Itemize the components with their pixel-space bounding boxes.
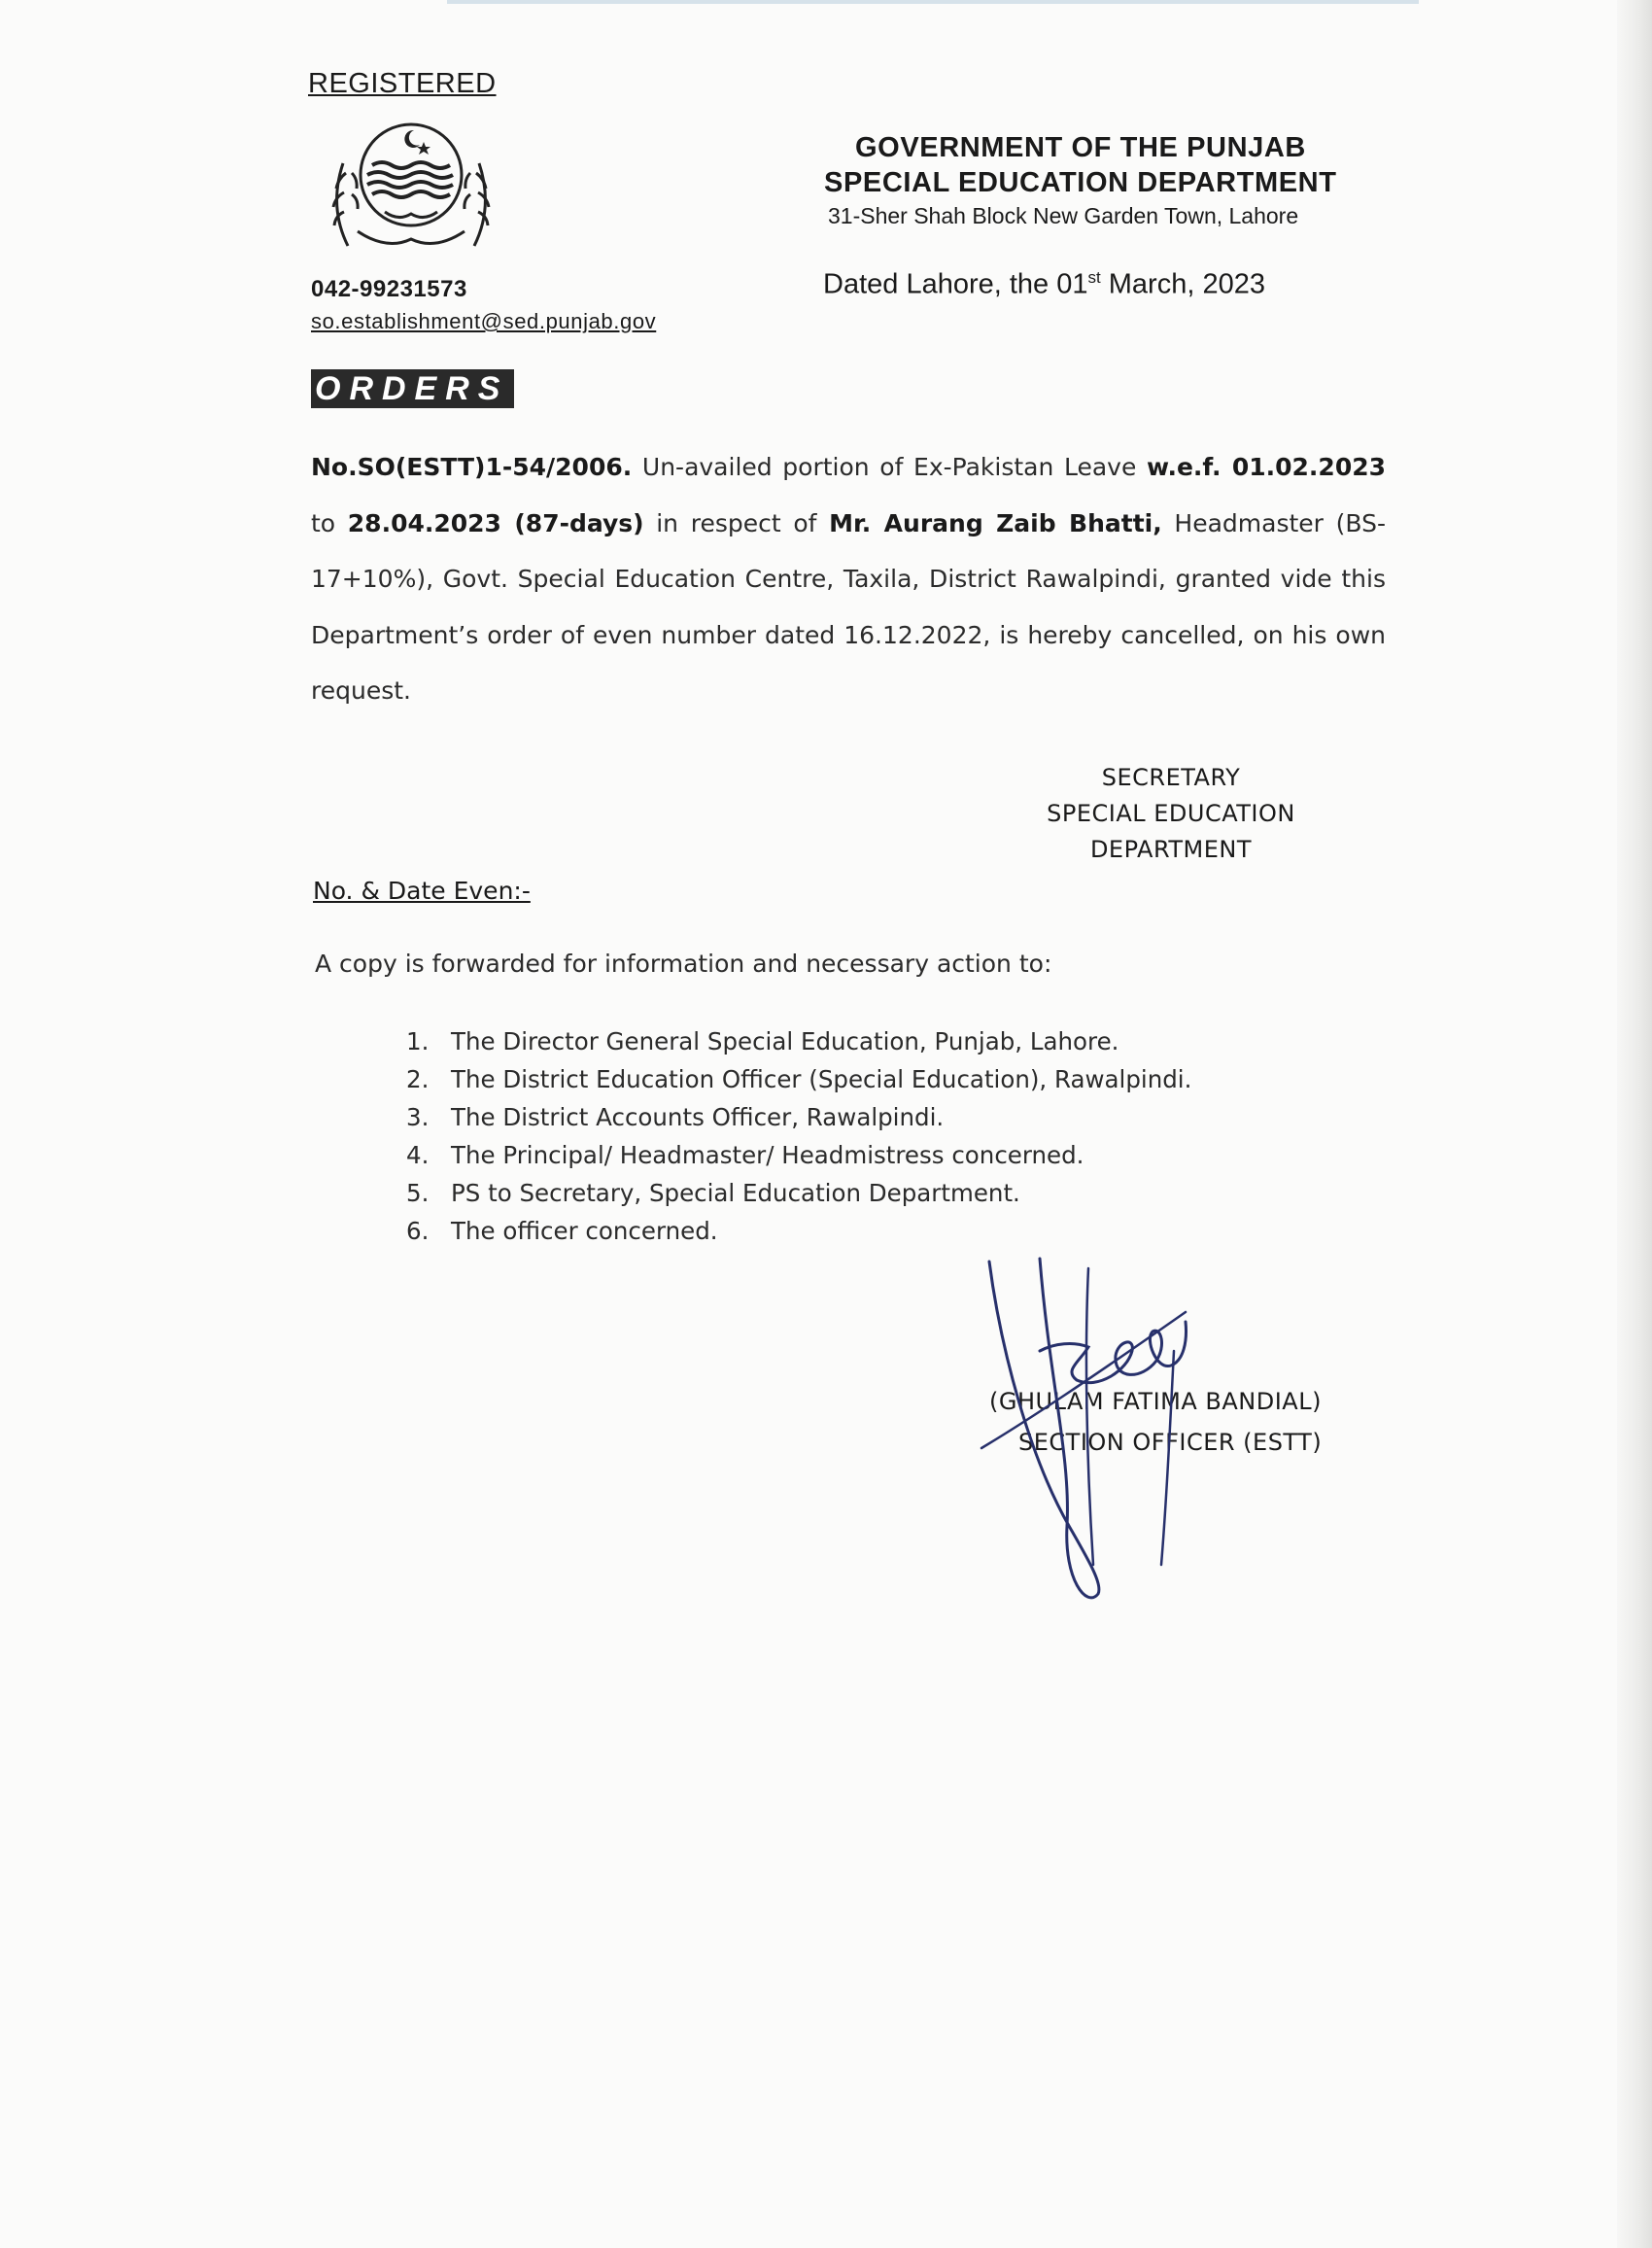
no-date-even: No. & Date Even:- xyxy=(313,877,531,905)
list-item-number: 2. xyxy=(406,1065,430,1093)
department-address: 31-Sher Shah Block New Garden Town, Lahore xyxy=(828,203,1299,228)
list-item-number: 6. xyxy=(406,1217,430,1245)
scan-page-edge xyxy=(1617,0,1652,2248)
list-item-number: 5. xyxy=(406,1179,430,1207)
dated-ordinal: st xyxy=(1087,268,1101,287)
list-item-number: 4. xyxy=(406,1141,430,1169)
order-paragraph xyxy=(311,439,1386,719)
order-person-name: Mr. Aurang Zaib Bhatti, xyxy=(829,508,1162,537)
signoff-line-2: SPECIAL EDUCATION xyxy=(1047,800,1295,827)
order-text-2: to xyxy=(311,508,348,537)
list-item-text: The Principal/ Headmaster/ Headmistress concerned. xyxy=(451,1141,1084,1169)
order-text-3: in respect of xyxy=(643,508,830,537)
email-address: so.establishment@sed.punjab.gov xyxy=(311,309,657,333)
list-item xyxy=(406,1174,1191,1212)
list-item-text: The Director General Special Education, Punjab, Lahore. xyxy=(451,1027,1119,1055)
phone-number: 042-99231573 xyxy=(311,276,467,302)
department-title: SPECIAL EDUCATION DEPARTMENT xyxy=(824,167,1337,198)
distribution-list xyxy=(406,1022,1191,1250)
officer-name: (GHULAM FATIMA BANDIAL) xyxy=(989,1388,1322,1415)
order-text-4: Headmaster (BS-17+10%), Govt. Special Education Centre, Taxila, District Rawalpindi, granted vide this Department’s order of even number dated 16.12.2022, is hereby cancelled, on his own request. xyxy=(311,508,1386,705)
signoff-line-1: SECRETARY xyxy=(1101,764,1241,791)
dated-prefix: Dated Lahore, the 01 xyxy=(823,268,1088,300)
order-number: No.SO(ESTT)1-54/2006. xyxy=(311,453,633,481)
list-item xyxy=(406,1022,1191,1060)
signoff-line-3: DEPARTMENT xyxy=(1089,836,1253,863)
punjab-government-emblem-icon xyxy=(319,115,503,251)
order-wef-date: w.e.f. 01.02.2023 xyxy=(1146,453,1386,481)
list-item-text: The District Accounts Officer, Rawalpindi. xyxy=(451,1103,945,1131)
list-item-number: 3. xyxy=(406,1103,430,1131)
copy-forward-line: A copy is forwarded for information and necessary action to: xyxy=(315,950,1052,978)
scan-top-edge xyxy=(447,0,1419,4)
dated-line xyxy=(823,268,1265,301)
list-item-text: The District Education Officer (Special Education), Rawalpindi. xyxy=(451,1065,1192,1093)
list-item xyxy=(406,1136,1191,1174)
officer-title: SECTION OFFICER (ESTT) xyxy=(1018,1429,1323,1456)
dated-suffix: March, 2023 xyxy=(1100,268,1265,300)
order-end-date: 28.04.2023 (87-days) xyxy=(347,508,644,537)
handwritten-signature-icon xyxy=(962,1234,1215,1613)
registered-label: REGISTERED xyxy=(308,68,497,99)
list-item-number: 1. xyxy=(406,1027,430,1055)
order-text-1: Un-availed portion of Ex-Pakistan Leave xyxy=(632,453,1147,481)
government-title: GOVERNMENT OF THE PUNJAB xyxy=(855,132,1306,163)
list-item xyxy=(406,1098,1191,1136)
list-item-text: The officer concerned. xyxy=(451,1217,718,1245)
orders-heading: ORDERS xyxy=(311,369,514,408)
list-item-text: PS to Secretary, Special Education Department. xyxy=(451,1179,1020,1207)
secretary-signoff xyxy=(1001,760,1341,868)
list-item xyxy=(406,1060,1191,1098)
